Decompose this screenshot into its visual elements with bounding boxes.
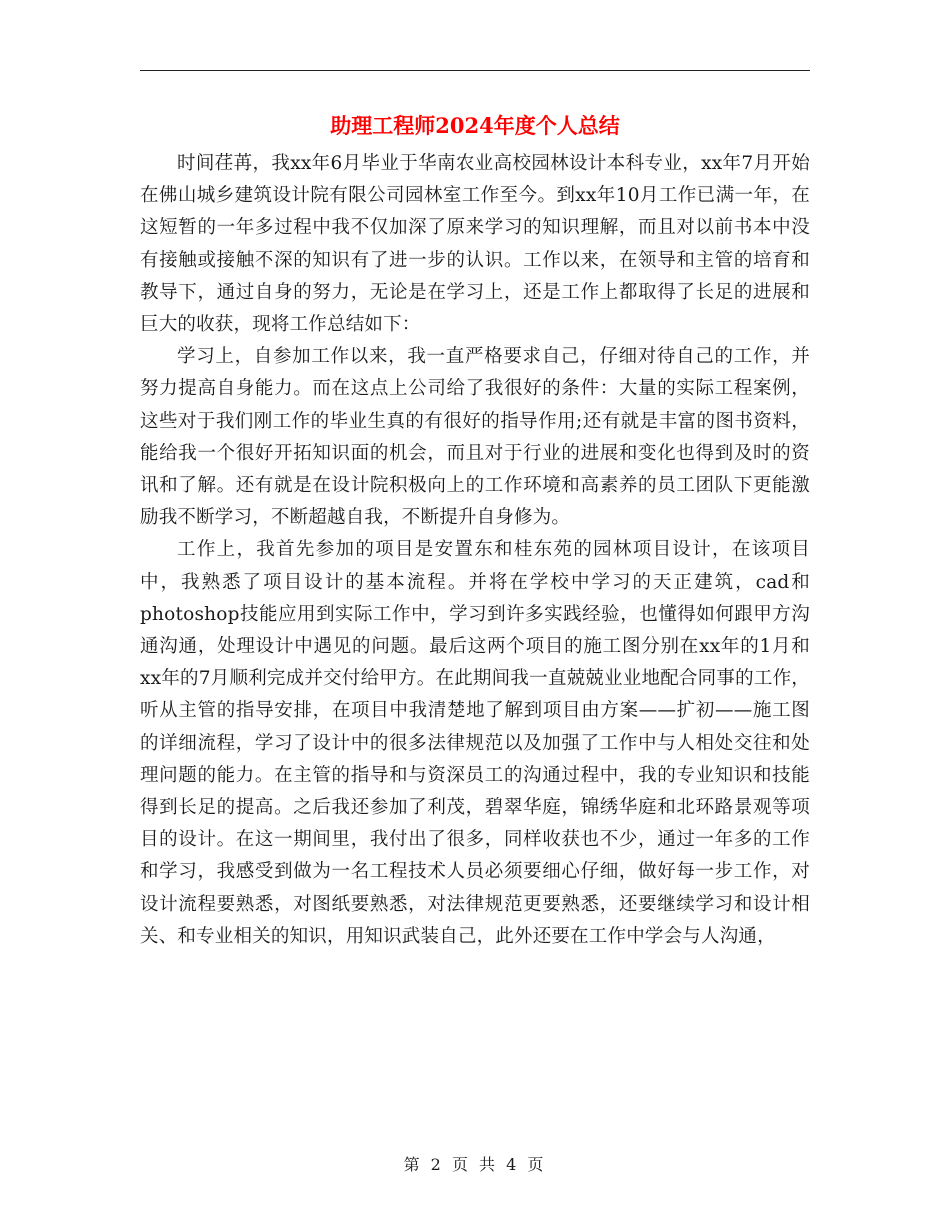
document-title: 助理工程师2024年度个人总结 bbox=[330, 113, 620, 138]
document-body bbox=[140, 148, 810, 953]
page-footer: 第 2 页 共 4 页 bbox=[403, 1155, 547, 1174]
paragraph-work: 工作上，我首先参加的项目是安置东和桂东苑的园林项目设计，在该项目中，我熟悉了项目设计的基本流程。并将在学校中学习的天正建筑，cad和photoshop技能应用到实际工作中，学习到许多实践经验，也懂得如何跟甲方沟通沟通，处理设计中遇见的问题。最后这两个项目的施工图分别在xx年的1月和xx年的7月顺利完成并交付给甲方。在此期间我一直兢兢业业地配合同事的工作，听从主管的指导安排，在项目中我清楚地了解到项目由方案——扩初——施工图的详细流程，学习了设计中的很多法律规范以及加强了工作中与人相处交往和处理问题的能力。在主管的指导和与资深员工的沟通过程中，我的专业知识和技能得到长足的提高。之后我还参加了利茂，碧翠华庭，锦绣华庭和北环路景观等项目的设计。在这一期间里，我付出了很多，同样收获也不少，通过一年多的工作和学习，我感受到做为一名工程技术人员必须要细心仔细，做好每一步工作，对设计流程要熟悉，对图纸要熟悉，对法律规范更要熟悉，还要继续学习和设计相关、和专业相关的知识，用知识武装自己，此外还要在工作中学会与人沟通， bbox=[140, 539, 810, 947]
header-rule bbox=[140, 70, 810, 71]
paragraph-intro: 时间荏苒，我xx年6月毕业于华南农业高校园林设计本科专业，xx年7月开始在佛山城乡建筑设计院有限公司园林室工作至今。到xx年10月工作已满一年，在这短暂的一年多过程中我不仅加深了原来学习的知识理解，而且对以前书本中没有接触或接触不深的知识有了进一步的认识。工作以来，在领导和主管的培育和教导下，通过自身的努力，无论是在学习上，还是工作上都取得了长足的进展和巨大的收获，现将工作总结如下： bbox=[140, 153, 810, 336]
paragraph-study: 学习上，自参加工作以来，我一直严格要求自己，仔细对待自己的工作，并努力提高自身能力。而在这点上公司给了我很好的条件：大量的实际工程案例，这些对于我们刚工作的毕业生真的有很好的指导作用;还有就是丰富的图书资料，能给我一个很好开拓知识面的机会，而且对于行业的进展和变化也得到及时的资讯和了解。还有就是在设计院积极向上的工作环境和高素养的员工团队下更能激励我不断学习，不断超越自我，不断提升自身修为。 bbox=[140, 346, 810, 529]
